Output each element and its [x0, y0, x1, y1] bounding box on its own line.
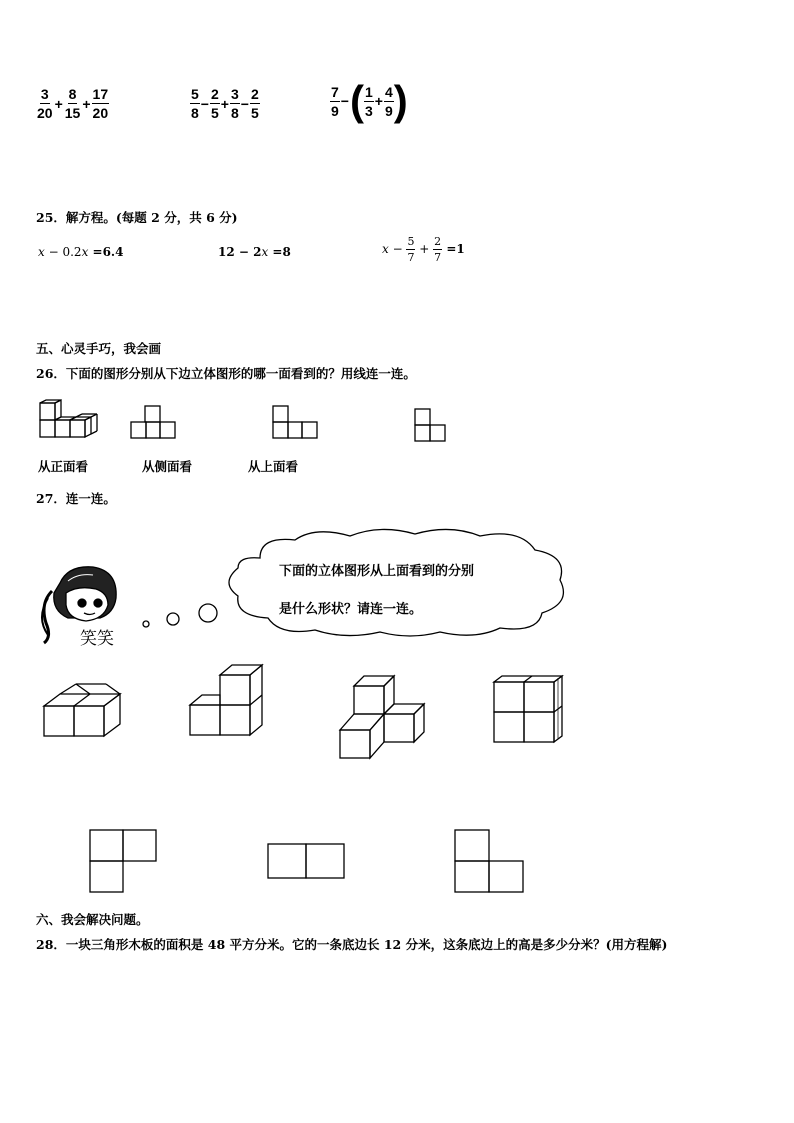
operator: +	[374, 93, 383, 109]
operator: +	[54, 95, 63, 112]
calc-expression-3	[330, 77, 408, 124]
thought-cloud	[220, 528, 575, 638]
fraction: $\frac{8}{15}$	[64, 86, 81, 121]
q27-title: 27．连一连。	[36, 491, 116, 506]
q26-view-a	[130, 405, 176, 439]
view-label-side: 从侧面看	[142, 459, 193, 474]
fraction: $\frac{4}{9}$	[384, 83, 393, 119]
operator: +	[220, 95, 229, 112]
q28-title: 28．一块三角形木板的面积是 48 平方分米。它的一条底边长 12 分米，这条底边上的高是多少分米？(用方程解)	[36, 937, 668, 952]
q27-solid-3	[338, 674, 428, 760]
operator: −	[200, 95, 209, 112]
q27-solid-2	[188, 663, 266, 739]
section-6-title: 六、我会解决问题。	[36, 912, 149, 927]
fraction: $\frac{3}{8}$	[230, 86, 239, 121]
q27-top-view-3	[453, 828, 525, 894]
q26-view-c	[414, 408, 446, 442]
calc-expression-2	[190, 87, 260, 120]
equation-2: 12 − 2x =8	[218, 245, 291, 259]
thought-bubble-dots	[138, 600, 223, 630]
right-paren: )	[393, 77, 408, 124]
fraction: $\frac{2}{7}$	[434, 235, 442, 264]
fraction: $\frac{7}{9}$	[331, 83, 339, 119]
fraction: $\frac{1}{3}$	[364, 83, 373, 119]
girl-name-label: 笑笑	[80, 629, 114, 649]
view-label-top: 从上面看	[248, 459, 299, 474]
q27-top-view-2	[266, 842, 346, 880]
operator: −	[340, 93, 349, 109]
q27-solid-4	[492, 674, 568, 744]
fraction: $\frac{17}{20}$	[92, 86, 109, 121]
q27-top-view-1	[88, 828, 158, 894]
bubble-text-line2: 是什么形状？请连一连。	[279, 602, 423, 617]
operator: −	[240, 95, 249, 112]
section-5-title: 五、心灵手巧，我会画	[36, 341, 162, 356]
view-label-front: 从正面看	[38, 459, 89, 474]
q26-view-b	[272, 405, 318, 439]
calc-expression-1	[36, 87, 109, 120]
equation-3: x − $\frac{5}{7}$ + $\frac{2}{7}$ =1	[382, 235, 465, 264]
fraction: $\frac{3}{20}$	[37, 86, 53, 121]
q26-solid-figure	[38, 400, 100, 440]
left-paren: (	[349, 77, 364, 124]
equation-1: x − 0.2x =6.4	[38, 245, 124, 259]
fraction: $\frac{2}{5}$	[210, 86, 219, 121]
q26-title: 26．下面的图形分别从下边立体图形的哪一面看到的？用线连一连。	[36, 366, 416, 381]
bubble-text-line1: 下面的立体图形从上面看到的分别	[279, 564, 475, 579]
q25-title: 25．解方程。(每题 2 分，共 6 分)	[36, 210, 238, 225]
q27-solid-1	[42, 682, 122, 740]
fraction: $\frac{5}{8}$	[191, 86, 199, 121]
operator: +	[82, 95, 91, 112]
fraction: $\frac{2}{5}$	[250, 86, 259, 121]
fraction: $\frac{5}{7}$	[407, 235, 415, 264]
